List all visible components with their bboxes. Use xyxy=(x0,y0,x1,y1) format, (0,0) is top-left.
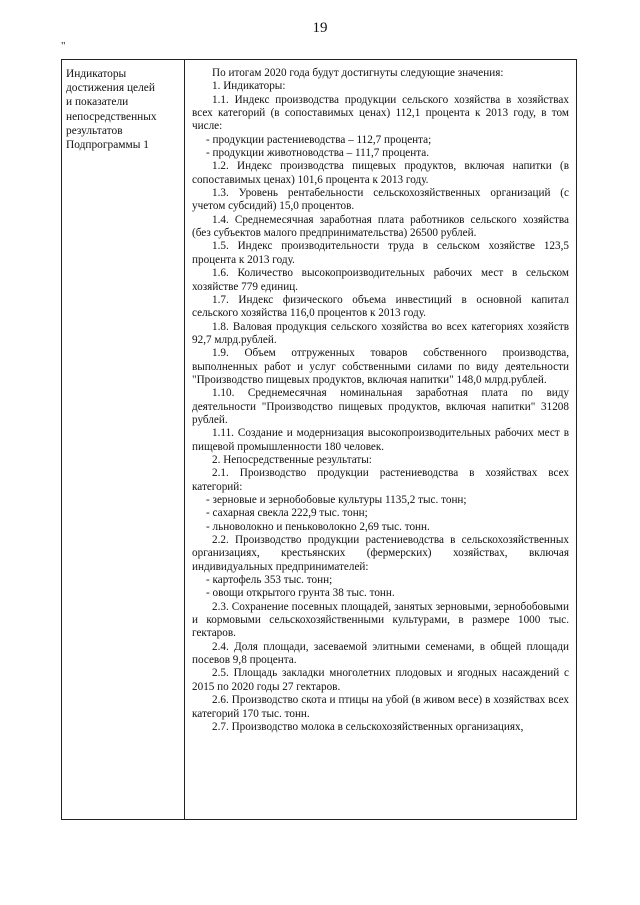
table-label-cell xyxy=(62,60,185,819)
opening-quote-mark: " xyxy=(61,40,66,52)
paragraph: 1.2. Индекс производства пищевых продуктов, включая напитки (в сопоставимых ценах) 101,6 процента к 2013 году. xyxy=(192,160,569,186)
paragraph: 2.2. Производство продукции растениеводства в сельскохозяйственных организациях, крестьянских (фермерских) хозяйствах, включая индивидуальных предпринимателей: xyxy=(192,534,569,573)
paragraph: 1. Индикаторы: xyxy=(212,80,286,93)
paragraph: 1.5. Индекс производительности труда в сельском хозяйстве 123,5 процента к 2013 году. xyxy=(192,240,569,266)
label-line: Подпрограммы 1 xyxy=(66,139,149,152)
label-line: Индикаторы xyxy=(66,68,127,80)
paragraph: 1.9. Объем отгруженных товаров собственного производства, выполненных работ и услуг собственными силами по виду деятельности "Производство пищевых продуктов, включая напитки" 148,0 млрд.рублей. xyxy=(192,347,569,386)
indicators-table xyxy=(61,59,577,820)
label-line: непосредственных xyxy=(66,110,157,123)
paragraph: 1.10. Среднемесячная номинальная заработная плата по виду деятельности "Производство пищевых продуктов, включая напитки" 31208 рублей. xyxy=(192,387,569,426)
paragraph: 1.4. Среднемесячная заработная плата работников сельского хозяйства (без субъектов малого предпринимательства) 26500 рублей. xyxy=(192,213,569,240)
list-item: - картофель 353 тыс. тонн; xyxy=(206,574,333,587)
paragraph: 1.3. Уровень рентабельности сельскохозяйственных организаций (с учетом субсидий) 15,0 процентов. xyxy=(192,187,569,213)
list-item: - сахарная свекла 222,9 тыс. тонн; xyxy=(206,507,368,520)
list-item: - льноволокно и пеньковолокно 2,69 тыс. тонн. xyxy=(206,520,430,533)
paragraph: 2.7. Производство молока в сельскохозяйственных организациях, xyxy=(212,720,524,733)
paragraph: 2.4. Доля площади, засеваемой элитными семенами, в общей площади посевов 9,8 процента. xyxy=(192,640,569,667)
paragraph: По итогам 2020 года будут достигнуты следующие значения: xyxy=(212,67,504,79)
list-item: - продукции растениеводства – 112,7 процента; xyxy=(206,133,432,146)
label-line: результатов xyxy=(66,124,123,137)
list-item: - зерновые и зернобобовые культуры 1135,2 тыс. тонн; xyxy=(206,494,467,506)
page-number: 19 xyxy=(312,20,328,36)
label-line: достижения целей xyxy=(66,82,155,95)
paragraph: 2. Непосредственные результаты: xyxy=(212,453,372,466)
list-item: - овощи открытого грунта 38 тыс. тонн. xyxy=(206,587,395,600)
paragraph: 2.3. Сохранение посевных площадей, занятых зерновыми, зернобобовыми и кормовыми сельскохозяйственными культурами, в размере 1000 тыс. гектаров. xyxy=(192,600,569,640)
paragraph: 2.1. Производство продукции растениеводства в хозяйствах всех категорий: xyxy=(192,467,569,493)
paragraph: 1.1. Индекс производства продукции сельского хозяйства в хозяйствах всех категорий (в сопоставимых ценах) 112,1 процента к 2013 году, в том числе: xyxy=(192,93,569,133)
paragraph: 2.5. Площадь закладки многолетних плодовых и ягодных насаждений с 2015 по 2020 годы 27 гектаров. xyxy=(192,667,569,693)
table-content-cell xyxy=(185,60,576,819)
paragraph: 2.6. Производство скота и птицы на убой (в живом весе) в хозяйствах всех категорий 170 тыс. тонн. xyxy=(192,694,569,720)
paragraph: 1.8. Валовая продукция сельского хозяйства во всех категориях хозяйств 92,7 млрд.рублей. xyxy=(192,320,569,346)
paragraph: 1.6. Количество высокопроизводительных рабочих мест в сельском хозяйстве 779 единиц. xyxy=(192,267,569,293)
paragraph: 1.7. Индекс физического объема инвестиций в основной капитал сельского хозяйства 116,0 процентов к 2013 году. xyxy=(192,293,569,320)
paragraph: 1.11. Создание и модернизация высокопроизводительных рабочих мест в пищевой промышленности 180 человек. xyxy=(192,427,569,453)
label-line: и показатели xyxy=(66,96,129,109)
list-item: - продукции животноводства – 111,7 процента. xyxy=(206,147,430,160)
